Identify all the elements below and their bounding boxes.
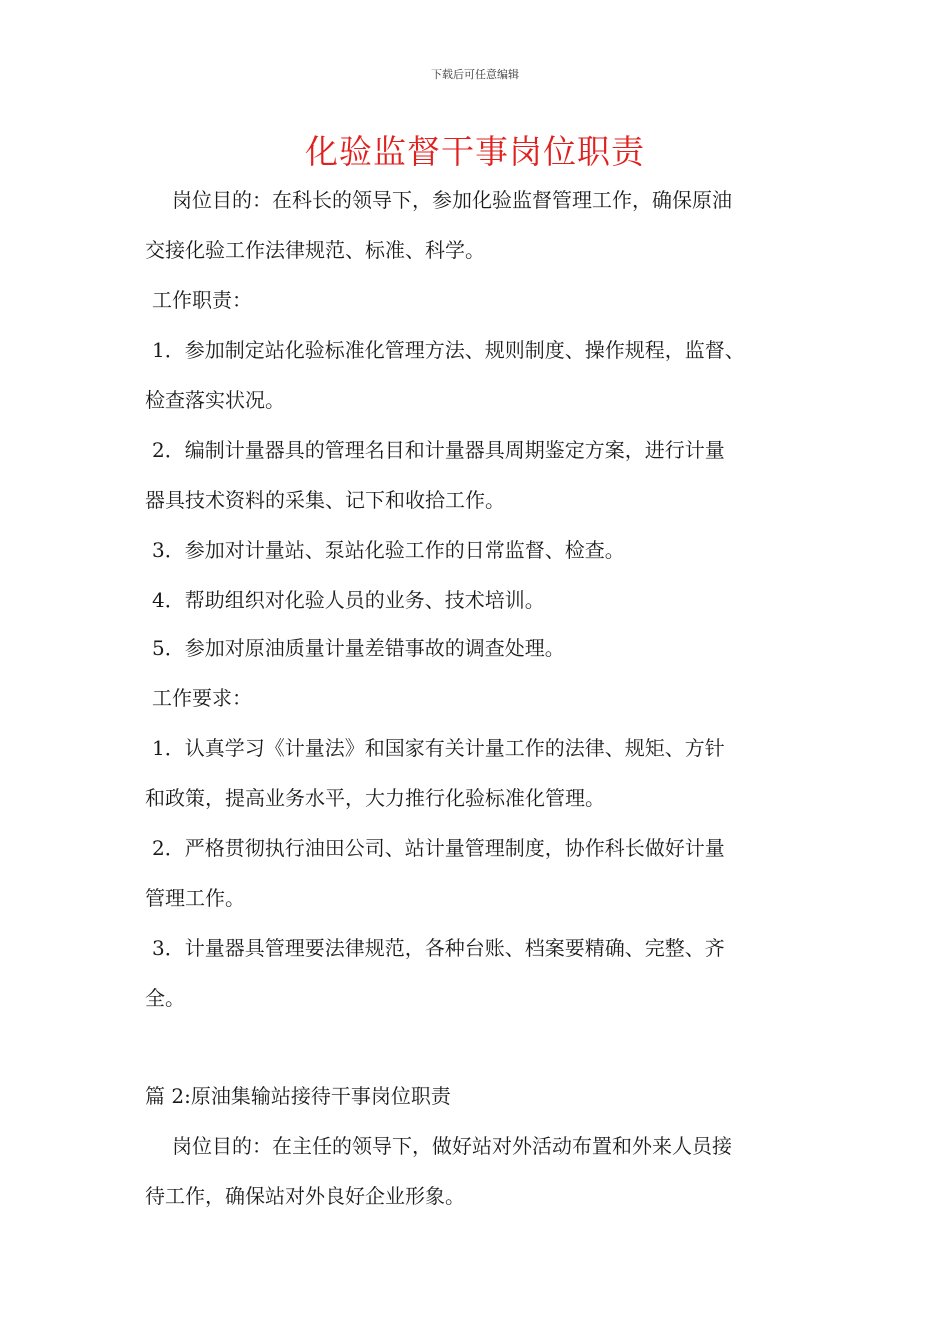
paragraph-line: 岗位目的：在科长的领导下，参加化验监督管理工作，确保原油	[172, 188, 732, 212]
page-header-note: 下载后可任意编辑	[431, 68, 519, 81]
list-item: 3．参加对计量站、泵站化验工作的日常监督、检查。	[152, 538, 625, 562]
paragraph-line: 交接化验工作法律规范、标准、科学。	[145, 238, 485, 262]
section-title: 篇 2:原油集输站接待干事岗位职责	[145, 1084, 451, 1108]
paragraph-line: 管理工作。	[145, 886, 245, 910]
paragraph-line: 器具技术资料的采集、记下和收拾工作。	[145, 488, 505, 512]
list-item: 2．严格贯彻执行油田公司、站计量管理制度，协作科长做好计量	[152, 836, 725, 860]
list-item: 4．帮助组织对化验人员的业务、技术培训。	[152, 588, 545, 612]
list-item: 2．编制计量器具的管理名目和计量器具周期鉴定方案，进行计量	[152, 438, 725, 462]
section-heading: 工作职责：	[152, 288, 252, 312]
list-item: 1．认真学习《计量法》和国家有关计量工作的法律、规矩、方针	[152, 736, 725, 760]
list-item: 5．参加对原油质量计量差错事故的调查处理。	[152, 636, 565, 660]
paragraph-line: 待工作，确保站对外良好企业形象。	[145, 1184, 465, 1208]
paragraph-line: 全。	[145, 986, 185, 1010]
paragraph-line: 岗位目的：在主任的领导下，做好站对外活动布置和外来人员接	[172, 1134, 732, 1158]
paragraph-line: 检查落实状况。	[145, 388, 285, 412]
paragraph-line: 和政策，提高业务水平，大力推行化验标准化管理。	[145, 786, 605, 810]
section-heading: 工作要求：	[152, 686, 252, 710]
list-item: 3．计量器具管理要法律规范，各种台账、档案要精确、完整、齐	[152, 936, 725, 960]
list-item: 1．参加制定站化验标准化管理方法、规则制度、操作规程，监督、	[152, 338, 745, 362]
document-title: 化验监督干事岗位职责	[305, 132, 645, 171]
